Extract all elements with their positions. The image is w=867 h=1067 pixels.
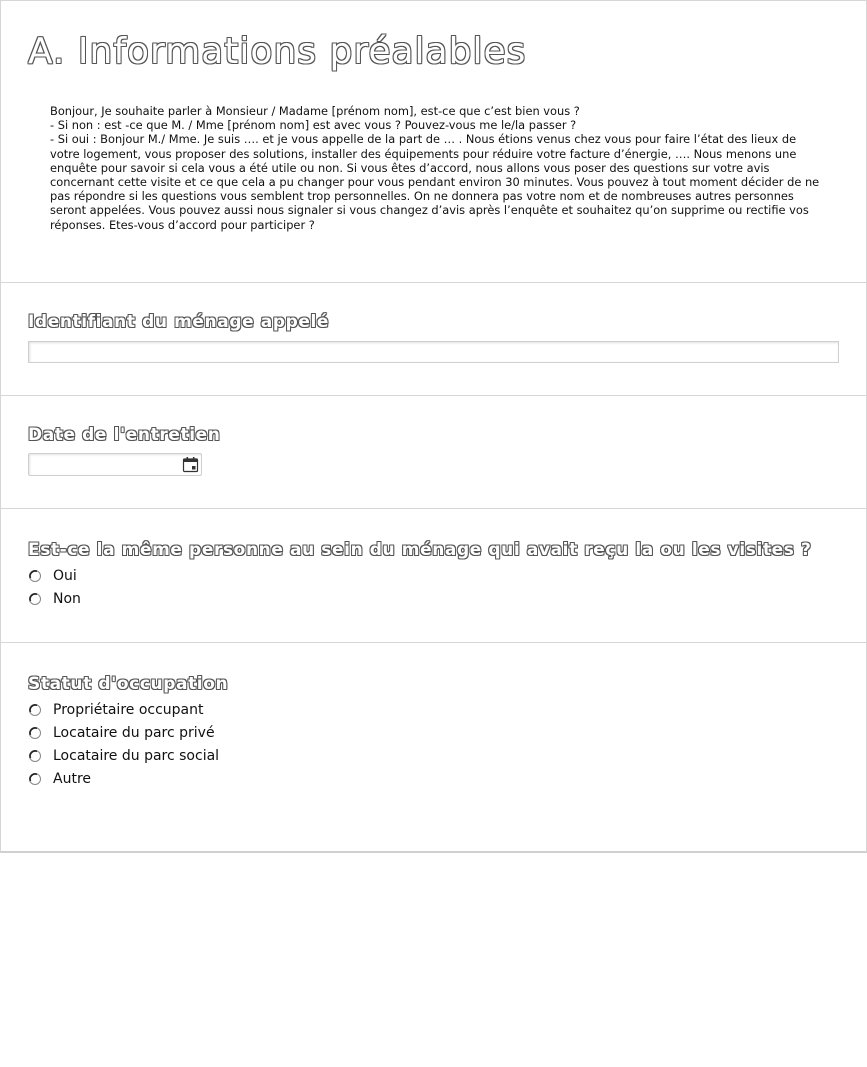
option-label: Oui	[53, 568, 77, 584]
radio-unchecked-icon[interactable]	[28, 569, 42, 583]
question-title-identifiant: Identifiant du ménage appelé	[28, 312, 330, 332]
option-non[interactable]	[28, 589, 81, 609]
question-meme-personne	[1, 508, 866, 642]
question-date	[1, 395, 866, 508]
intro-line-greeting: Bonjour, Je souhaite parler à Monsieur / Madame [prénom nom], est-ce que c’est bien vous ?	[50, 104, 580, 118]
identifiant-input[interactable]	[28, 341, 839, 363]
page-title: A. Informations préalables	[28, 31, 527, 72]
option-proprietaire-occupant[interactable]	[28, 700, 204, 720]
question-statut	[1, 642, 866, 851]
question-title-date: Date de l'entretien	[28, 425, 221, 445]
option-label: Locataire du parc social	[53, 748, 220, 764]
option-label: Autre	[53, 771, 92, 787]
radio-unchecked-icon[interactable]	[28, 592, 42, 606]
option-label: Locataire du parc privé	[53, 725, 215, 741]
radio-unchecked-icon[interactable]	[28, 749, 42, 763]
radio-unchecked-icon[interactable]	[28, 726, 42, 740]
radio-unchecked-icon[interactable]	[28, 772, 42, 786]
radio-unchecked-icon[interactable]	[28, 703, 42, 717]
date-input[interactable]	[28, 453, 202, 476]
question-title-meme-personne: Est-ce la même personne au sein du ménage qui avait reçu la ou les visites ?	[28, 540, 812, 560]
calendar-icon[interactable]	[182, 456, 199, 473]
option-locataire-parc-prive[interactable]	[28, 723, 215, 743]
option-label: Non	[53, 591, 81, 607]
option-label: Propriétaire occupant	[53, 702, 204, 718]
option-locataire-parc-social[interactable]	[28, 746, 219, 766]
intro-line-if-yes: - Si oui : Bonjour M./ Mme. Je suis …. et je vous appelle de la part de … . Nous étions venus chez vous pour faire l’état des lieux de votre logement, vous proposer des solutions, installer des équipements pour réduire votre facture d’énergie, …. Nous menons une enquête pour savoir si cela vous a été utile ou non. Si vous êtes d’accord, nous allons vous poser des questions sur votre avis concernant cette visite et ce que cela a pu changer pour vous pendant environ 30 minutes. Vous pouvez à tout moment décider de ne pas répondre si les questions vous semblent trop personnelles. On ne donnera pas votre nom et de nombreuses autres personnes seront appelées. Vous pouvez aussi nous signaler si vous changez d’avis après l’enquête et souhaitez qu’on supprime ou rectifie vos réponses. Etes-vous d’accord pour participer ?	[50, 132, 820, 232]
option-autre[interactable]	[28, 769, 91, 789]
intro-text	[50, 104, 825, 232]
intro-line-if-no: - Si non : est -ce que M. / Mme [prénom nom] est avec vous ? Pouvez-vous me le/la passer ?	[50, 118, 577, 133]
question-identifiant	[1, 282, 866, 395]
option-oui[interactable]	[28, 566, 77, 586]
question-title-statut: Statut d'occupation	[28, 674, 229, 694]
intro-section	[1, 1, 866, 282]
